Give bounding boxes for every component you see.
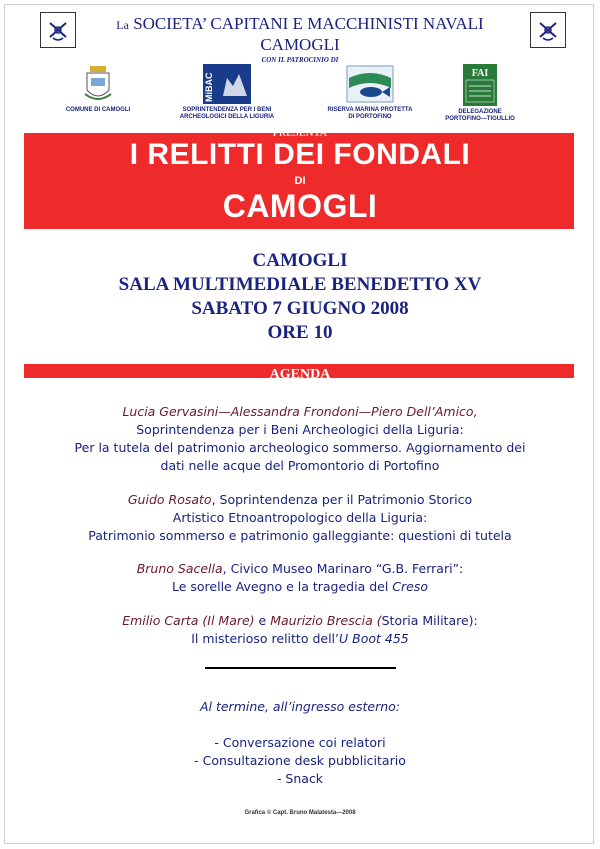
- sponsor-label: DI PORTOFINO: [348, 114, 392, 120]
- event-city: CAMOGLI: [252, 250, 348, 271]
- talk1-speakers: Lucia Gervasini—Alessandra Frondoni—Piero Dell’Amico,: [122, 404, 478, 419]
- patronage-label: CON IL PATROCINIO DI: [261, 56, 339, 64]
- presenta-label: PRESENTA: [272, 127, 328, 139]
- talk4-affiliation: Storia Militare):: [381, 613, 478, 628]
- title-city: CAMOGLI: [222, 188, 378, 224]
- talk2-speaker-line: [0, 492, 600, 507]
- talk4-title: Il misterioso relitto dell’U Boot 455: [191, 631, 409, 646]
- mibac-logo-icon: [203, 64, 251, 104]
- sponsor-label: SOPRINTENDENZA PER I BENI: [182, 107, 272, 113]
- organization-city: CAMOGLI: [260, 35, 340, 54]
- talk4-speaker-line: Emilio Carta (Il Mare) e Maurizio Brescia (Storia Militare):: [122, 613, 478, 628]
- closing-item: - Conversazione coi relatori: [214, 735, 386, 750]
- sponsor-label: RISERVA MARINA PROTETTA: [327, 107, 413, 113]
- event-date: SABATO 7 GIUGNO 2008: [191, 298, 409, 319]
- organization-name: [0, 14, 600, 34]
- event-venue: SALA MULTIMEDIALE BENEDETTO XV: [118, 274, 482, 295]
- talk4-speaker1: Emilio Carta (Il Mare): [122, 613, 255, 628]
- sponsor-fai: [440, 64, 520, 123]
- org-name: SOCIETA’ CAPITANI E MACCHINISTI NAVALI: [133, 14, 484, 33]
- sponsor-riserva: [320, 64, 420, 121]
- sponsor-label: DELEGAZIONE: [458, 109, 502, 115]
- talk3-speaker: Bruno Sacella: [136, 561, 223, 576]
- sponsor-label: COMUNE DI CAMOGLI: [65, 107, 131, 113]
- sponsor-soprintendenza: [172, 64, 282, 121]
- separator-line: [205, 667, 396, 669]
- svg-text:FAI: FAI: [471, 68, 489, 79]
- event-time: ORE 10: [267, 322, 333, 343]
- closing-intro: Al termine, all’ingresso esterno:: [199, 699, 401, 714]
- talk2-speaker: Guido Rosato: [127, 492, 212, 507]
- event-title: I RELITTI DEI FONDALI: [129, 138, 471, 171]
- talk2-affiliation-line2: Artistico Etnoantropologico della Liguria:: [172, 510, 428, 525]
- talk2-affiliation-line1: , Soprintendenza per il Patrimonio Storico: [211, 492, 473, 507]
- fai-logo-icon: [463, 64, 497, 106]
- title-connector: DI: [294, 175, 306, 187]
- fish-logo-icon: [345, 64, 395, 104]
- talk1-title-line2: dati nelle acque del Promontorio di Portofino: [160, 458, 440, 473]
- talk1-affiliation: Soprintendenza per i Beni Archeologici della Liguria:: [136, 422, 464, 437]
- coat-of-arms-icon: [83, 64, 113, 104]
- talk3-affiliation: , Civico Museo Marinaro “G.B. Ferrari”:: [222, 561, 464, 576]
- talk2-title: Patrimonio sommerso e patrimonio galleggiante: questioni di tutela: [88, 528, 512, 543]
- agenda-heading: AGENDA: [269, 367, 331, 382]
- mibac-text: MiBAC: [204, 72, 214, 102]
- sponsor-label: ARCHEOLOGICI DELLA LIGURIA: [179, 114, 275, 120]
- sponsor-label: PORTOFINO—TIGULLIO: [445, 116, 515, 122]
- org-prefix: La: [116, 18, 129, 32]
- sponsor-comune: [58, 64, 138, 114]
- talk1-title-line1: Per la tutela del patrimonio archeologico sommerso. Aggiornamento dei: [74, 440, 526, 455]
- talk3-title: Le sorelle Avegno e la tragedia del Creso: [171, 579, 429, 594]
- graphics-credit: Grafica © Capt. Bruno Malatesta—2008: [244, 810, 356, 816]
- talk4-speaker2: Maurizio Brescia (: [270, 613, 382, 628]
- closing-item: - Consultazione desk pubblicitario: [194, 753, 406, 768]
- talk3-speaker-line: [0, 561, 600, 576]
- closing-item: - Snack: [276, 771, 324, 786]
